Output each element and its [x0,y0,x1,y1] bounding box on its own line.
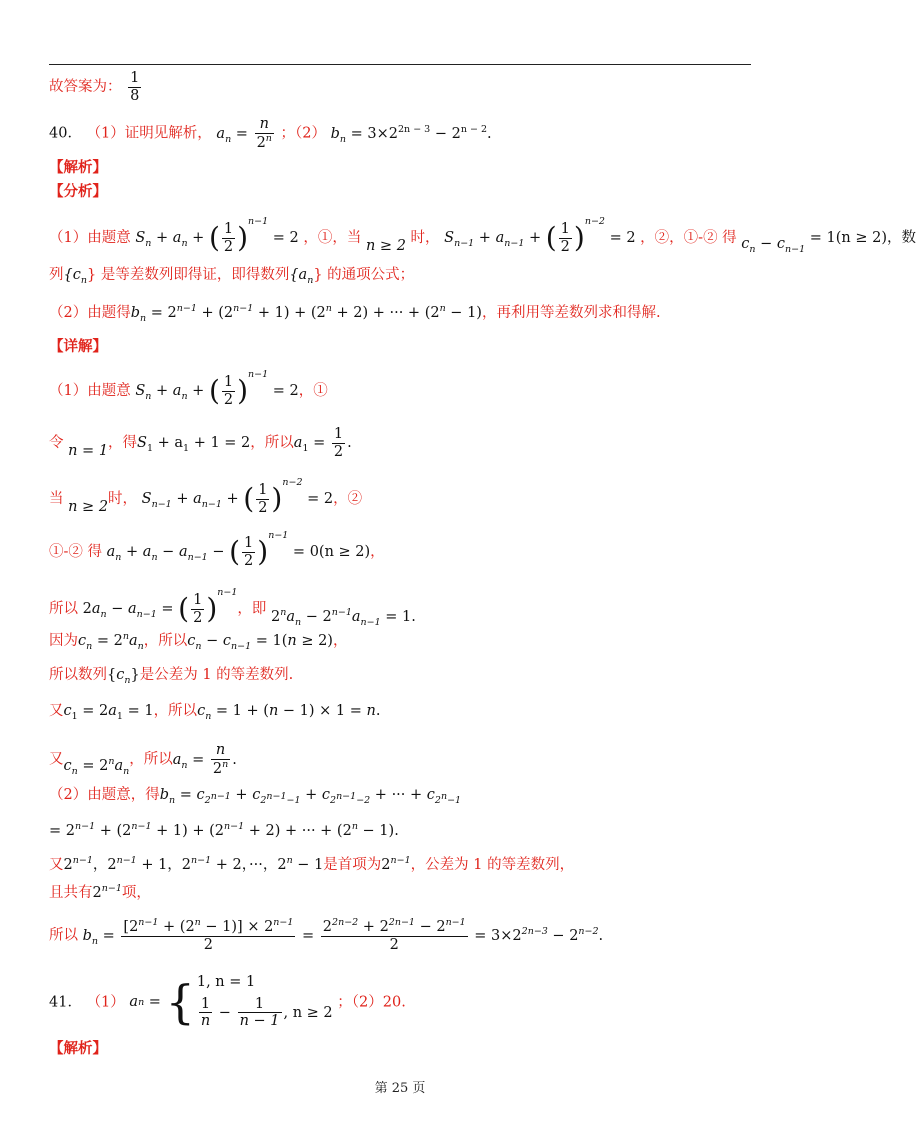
label-fenxi: 【分析】 [49,183,107,200]
xj-s2-i: = [308,435,330,452]
xj-s8-a: 又 [49,703,64,719]
fenxi-l3-d: + (2 [196,304,234,321]
q40-bn-eq: = 3×2 [346,125,399,142]
xj-s7-a: 所以数列 [49,667,107,683]
q40-end: . [487,125,492,142]
xj-line-1: （1）由题意 $S_n + a_n$ + ( $\frac{1}{2}$ )$^{n-1}$ = 2，① [49,369,328,408]
fenxi-l3-e: + 1) + (2 [253,304,326,321]
xj-s2-g: ，所以 [250,435,294,452]
answer-line [49,70,143,104]
xj-s10-a: （2）由题意，得 [49,787,160,803]
xj-line-2: 令 n = 1，得$S_1 + a_1 + 1 = 2$，所以$a_1$ = $\frac{1}{2}$ . [49,426,352,460]
xj-s7-b: 是公差为 1 的等差数列. [139,667,294,683]
xj-s5-a: 所以 [49,601,78,617]
xj-s1-a: （1）由题意 [49,383,131,399]
fenxi-l3-h: ，再利用等差数列求和得解. [481,304,661,321]
xj-s2-c: ，得 [108,435,138,452]
q40-an-sub: n [225,133,232,145]
xj-s13-b: 项， [121,884,151,901]
q41-piecewise: a n = { 1, n = 1 $\frac{1}{n}$ − $\frac{1}{n - 1}$ , n ≥ 2 [129,974,333,1030]
xj-s8-b: ，所以 [153,703,198,719]
q40-answer-line [49,116,492,151]
fenxi-l1-cond: n ≥ 2 [365,238,406,254]
fenxi-l1-d: ，②，①-② 得 [640,230,737,246]
fenxi-l2-c: } 是等差数列即得证，即得数列 [86,267,290,283]
xj-s5-b: ，即 [237,601,267,617]
fenxi-l2-an-open: {a [289,267,308,283]
xj-s3-c: 时， [108,491,138,507]
q40-bn-sup2: n − 2 [460,123,487,135]
fenxi-l3-g: − 1) [445,304,482,321]
q41-answer-line [49,975,406,1030]
q40-an-num: n [259,116,269,132]
header-rule [49,64,751,65]
xj-line-5: 所以 $2a_n - a_{n-1}$ = ( $\frac{1}{2}$ )$^{n-1}$，即 $2^na_n - 2^{n-1}a_{n-1} = 1$. [49,587,416,628]
fenxi-line-1: （1）由题意 $S_n + a_n$ + ( $\frac{1}{2}$ )$^{n-1}$ = 2 ，①，当 n ≥ 2 时， $S_{n-1} + a_{n-1}$ + ( $\frac{1}{2}$ )$^{n-2}$ = 2 ，②，①-② 得 $c_n - c_{n-1} = 1(n \ge 2)$，数 [49,216,916,255]
q41-case2-tail: , n ≥ 2 [283,1004,333,1021]
q41-part1: （1） [86,994,125,1011]
xj-s4-c: ， [370,544,385,560]
xj-line-8: 又$c_1 = 2a_1 = 1$，所以$c_n = 1 + (n - 1) \times 1 = n$. [49,703,381,722]
fenxi-l1-b: ，①，当 [303,230,362,246]
xj-s4-a: ①-② 得 [49,544,103,560]
xj-s2-a: 令 [49,435,64,452]
q40-bn-minus: − 2 [430,125,461,142]
xj-line-11: = $2^{n-1} + (2^{n-1} + 1) + (2^{n-1} + 2)$ + ··· + $(2^n - 1)$. [49,821,399,839]
xj-s9-a: 又 [49,751,64,768]
xj-line-13: 且共有$2^{n-1}$项， [49,883,151,901]
answer-frac-den: 8 [130,87,140,104]
xj-s13: 且共有 [49,884,93,901]
xj-s6-b: ，所以 [143,632,188,649]
q40-bn-sup1: 2n − 3 [398,123,431,135]
answer-frac-num: 1 [130,70,140,86]
xj-s3-cond: n ≥ 2 [68,499,109,515]
q40-bn-sub: n [339,133,347,145]
xj-s14-a: 所以 [49,927,78,944]
q40-sep: ；（2） [280,125,327,142]
xj-s6-a: 因为 [49,632,78,649]
fenxi-l1-S: S [135,230,146,246]
q41-sep: ；（2）20. [337,994,406,1011]
xj-s2-S: S [137,435,147,452]
fenxi-l1-f: = 1(n ≥ 2)，数 [805,230,916,246]
q40-an-fraction [255,116,274,151]
fenxi-l1-a: （1）由题意 [49,230,131,246]
fenxi-l3-a: （2）由题得 [49,304,131,321]
xj-s12-a: 又 [49,856,64,873]
xj-s2-e: + a [153,435,184,452]
xj-s3-a: 当 [49,491,64,507]
fenxi-l3-f: + 2) + ··· + (2 [331,304,440,321]
fenxi-l1-cn: c [741,236,750,252]
fenxi-line-3: （2）由题得$b_n = 2^{n-1} + (2^{n-1} + 1) + (2^n + 2)$ + ··· + $(2^n - 1)$，再利用等差数列求和得解. [49,303,661,324]
answer-prefix: 故答案为： [49,79,122,96]
fenxi-l2-e: } 的通项公式； [313,267,415,283]
xj-line-3: 当 n ≥ 2时， $S_{n-1} + a_{n-1}$ + ( $\frac{1}{2}$ )$^{n-2}$ = 2，② [49,477,363,516]
xj-line-9: 又$c_n = 2^na_n$，所以$a_n$ = $\frac{n}{2^n}$ . [49,742,237,777]
fenxi-l3-bn: b [130,304,141,321]
fenxi-l2-a: 列 [49,267,64,283]
xj-s3-d: ，② [333,491,363,507]
xj-line-10: （2）由题意，得$b_n = c_{2^{n-1}} + c_{2^{n-1}-1} + c_{2^{n-1}-2}$ + ··· + $c_{2^n-1}$ [49,787,462,806]
fenxi-line-2: 列$\{c_n\}$ 是等差数列即得证，即得数列$\{a_n\}$ 的通项公式； [49,267,415,286]
q40-an-symbol: a [216,125,226,142]
q40-part1: （1）证明见解析， [86,125,212,142]
xj-s12-c: ，公差为 1 的等差数列， [410,856,575,873]
xj-line-4: ①-② 得 $a_n + a_n - a_{n-1}$ − ( $\frac{1}{2}$ )$^{n-1}$ = 0(n ≥ 2)， [49,530,385,569]
xj-s4-b: = 0(n ≥ 2) [288,544,371,560]
q40-bn-symbol: b [330,125,340,142]
xj-s2-a1: a [293,435,303,452]
q40-an-den: 2 [256,134,266,151]
fenxi-l1-c: 时， [410,230,440,246]
xj-line-12: 又$2^{n-1}$，$2^{n-1} + 1$，$2^{n-1} + 2$，···，$2^n - 1$是首项为$2^{n-1}$，公差为 1 的等差数列， [49,855,575,873]
fenxi-l3-c: = 2 [146,304,177,321]
xj-line-6: 因为$c_n = 2^na_n$，所以$c_n - c_{n-1} = 1(n \ge 2)$， [49,631,348,652]
page-footer: 第 25 页 [374,1081,426,1096]
fenxi-l2-cn-open: {c [63,267,81,283]
xj-line-14: 所以 $b_n$ = $\frac{[2^{n-1} + (2^n - 1)] \times 2^{n-1}}{2}$ = $\frac{2^{2n-2} + 2^{2n-1} - 2^{n-1}}{2}$ = $3\times 2^{2n-3} - 2^{n-2}$. [49,917,604,953]
xj-s2-f: + 1 = 2 [189,435,251,452]
xj-s2-n1: n = 1 [68,443,109,460]
xj-s1-b: ，① [298,383,328,399]
label-xiangjie: 【详解】 [49,338,107,355]
q41-case1: 1, n = 1 [196,974,256,990]
xj-s12-b: 是首项为 [323,856,382,873]
xj-line-7: 所以数列$\{c_n\}$是公差为 1 的等差数列. [49,667,294,686]
xj-s9-b: ，所以 [129,751,173,768]
label-jiexi-41: 【解析】 [49,1040,107,1057]
q40-an-den-sup: n [265,132,272,144]
label-jiexi: 【解析】 [49,159,107,176]
q40-an-eq: = [231,125,253,142]
answer-fraction [128,70,141,104]
q40-number: 40． [49,125,82,142]
q41-number: 41． [49,994,82,1011]
